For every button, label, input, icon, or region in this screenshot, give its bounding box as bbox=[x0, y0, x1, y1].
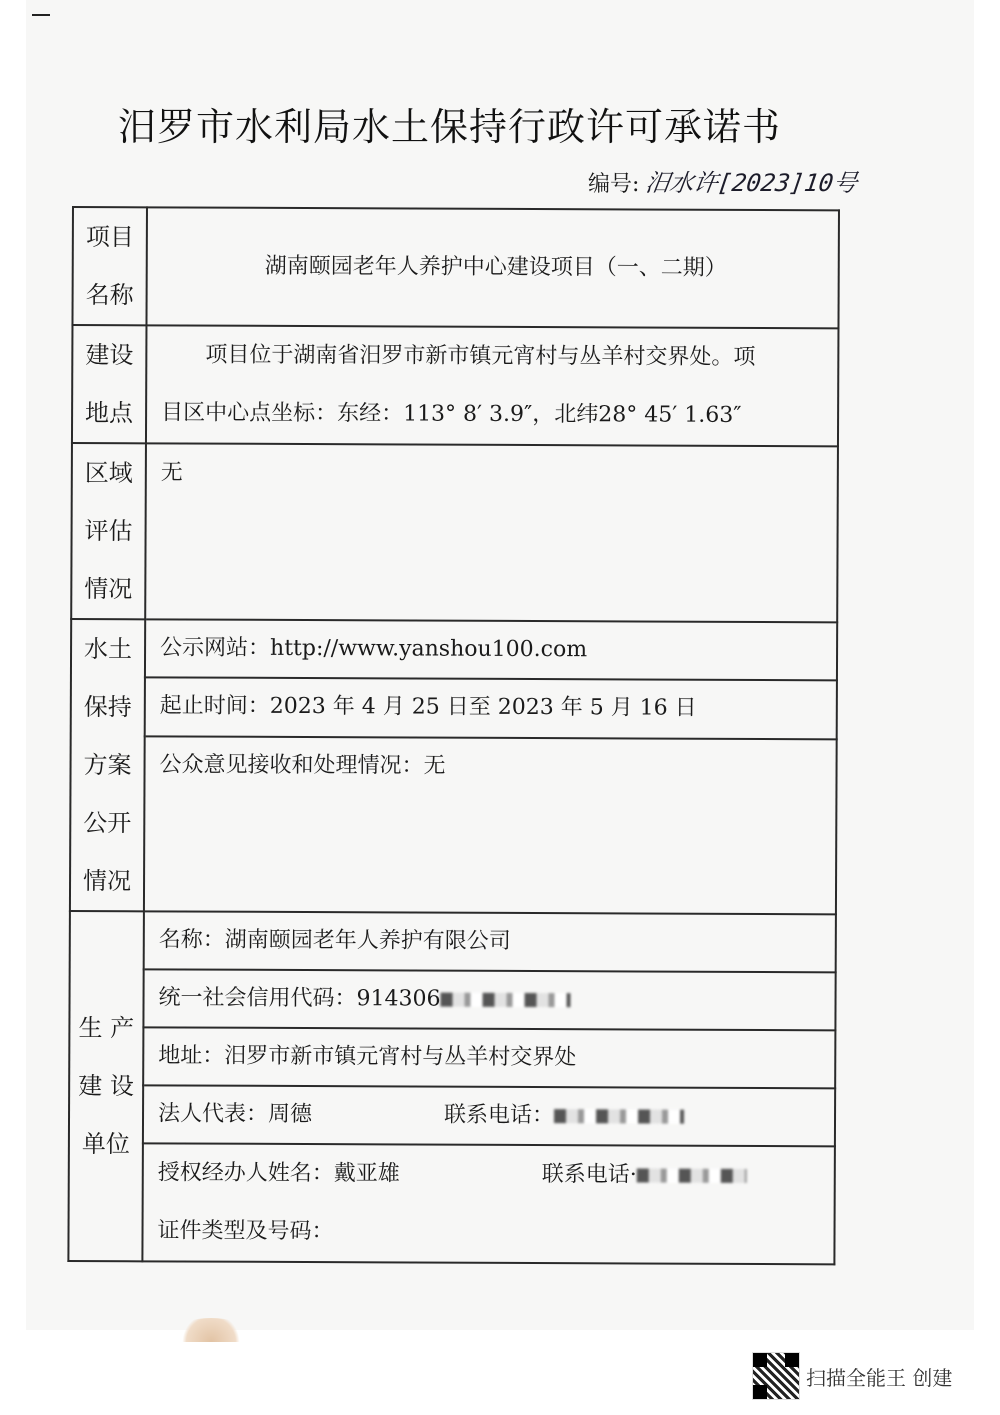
row-regional-assessment bbox=[71, 443, 838, 622]
legal-phone-label: 联系电话： bbox=[443, 1102, 555, 1129]
disclosure-period: 起止时间：2023 年 4 月 25 日至 2023 年 5 月 16 日 bbox=[145, 678, 837, 739]
document-number-handwritten: 汨水许[2023]10号 bbox=[644, 169, 860, 197]
document-title: 汨罗市水利局水土保持行政许可承诺书 bbox=[118, 105, 782, 149]
row-unit-address bbox=[69, 1027, 835, 1088]
qr-code-icon bbox=[752, 1352, 800, 1400]
disclosure-feedback: 公众意见接收和处理情况：无 bbox=[144, 736, 837, 914]
row-unit-name bbox=[70, 911, 836, 972]
row-unit-credit-code bbox=[69, 969, 835, 1030]
unit-address: 地址：汨罗市新市镇元宵村与丛羊村交界处 bbox=[143, 1027, 835, 1088]
commitment-form-table bbox=[67, 206, 840, 1265]
redacted-agent-phone bbox=[637, 1168, 747, 1182]
label-unit: 生 产 建 设 单位 bbox=[68, 911, 144, 1261]
unit-legal-rep-cell bbox=[143, 1085, 835, 1146]
row-disclosure-website bbox=[71, 619, 837, 681]
unit-legal-rep: 法人代表：周德 bbox=[157, 1101, 313, 1128]
margin-mark bbox=[32, 14, 50, 16]
paper-stain bbox=[178, 1318, 244, 1342]
scanner-watermark bbox=[752, 1352, 952, 1400]
unit-agent: 授权经办人姓名：戴亚雄 bbox=[157, 1160, 400, 1187]
row-unit-legal-rep bbox=[69, 1085, 835, 1146]
disclosure-website: 公示网站：http://www.yanshou100.com bbox=[145, 619, 837, 680]
legal-phone bbox=[444, 1088, 684, 1145]
agent-phone bbox=[542, 1146, 747, 1205]
unit-id-type: 证件类型及号码： bbox=[157, 1218, 334, 1245]
row-project-name bbox=[72, 207, 839, 328]
regional-assessment-value: 无 bbox=[145, 443, 838, 622]
document-number bbox=[588, 163, 858, 198]
unit-name: 名称：湖南颐园老年人养护有限公司 bbox=[144, 911, 836, 972]
row-disclosure-feedback bbox=[70, 736, 837, 915]
unit-credit-code-cell bbox=[143, 969, 835, 1030]
label-location: 建设 地点 bbox=[72, 325, 147, 443]
row-location bbox=[72, 325, 839, 446]
location-line-1: 项目位于湖南省汨罗市新市镇元宵村与丛羊村交界处。项 bbox=[205, 342, 756, 370]
scanner-text: 扫描全能王 创建 bbox=[806, 1365, 953, 1390]
redacted-legal-phone bbox=[554, 1109, 684, 1124]
label-disclosure: 水土 保持 方案 公开 情况 bbox=[70, 619, 145, 911]
location-value bbox=[146, 325, 839, 446]
label-regional-assessment: 区域 评估 情况 bbox=[71, 443, 146, 619]
location-line-2: 目区中心点坐标：东经：113° 8′ 3.9″，北纬28° 45′ 1.63″ bbox=[161, 400, 742, 428]
redacted-credit-code bbox=[440, 993, 570, 1008]
row-disclosure-period bbox=[71, 677, 837, 739]
project-name-value: 湖南颐园老年人养护中心建设项目（一、二期） bbox=[146, 207, 839, 328]
unit-agent-cell bbox=[142, 1143, 835, 1264]
unit-credit-code: 统一社会信用代码：914306 bbox=[158, 985, 441, 1012]
document-number-label: 编号: bbox=[588, 172, 640, 197]
agent-phone-label: 联系电话· bbox=[541, 1162, 637, 1188]
row-unit-agent bbox=[68, 1143, 835, 1264]
label-project-name: 项目 名称 bbox=[72, 207, 147, 325]
